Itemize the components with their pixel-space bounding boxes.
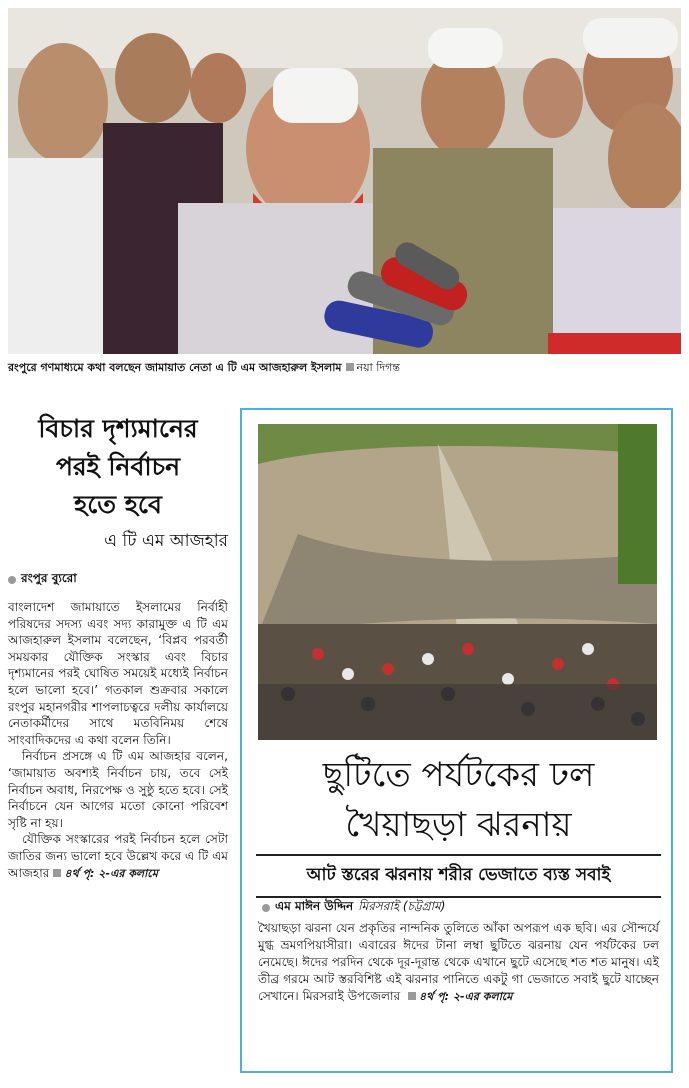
jump-text: ৪র্থ পৃ: ২-এর কলামে [64,866,158,880]
left-headline [8,410,228,524]
headline-line: বিচার দৃশ্যমানের [38,414,198,443]
press-conference-photo-icon [8,8,681,354]
square-bullet-icon [346,363,354,371]
photo-caption [8,361,681,375]
caption-text: রংপুরে গণমাধ্যমে কথা বলছেন জামায়াত নেতা এ টি এম আজহারুল ইসলাম [8,361,342,374]
jump-text: ৪র্থ পৃ: ২-এর কলামে [419,990,513,1003]
headline-line: হতে হবে [74,490,162,519]
bureau-line [8,570,228,590]
article-paragraph: নির্বাচন প্রসঙ্গে এ টি এম আজহার বলেন, ‘জামায়াত অবশ্যই নির্বাচন চায়, তবে সেই নির্বাচন অবাধ, নিরপেক্ষ ও সুষ্ঠু হতে হবে। সেই নির্বাচনে যেন আগের মতো কোনো পরিবেশ সৃষ্টি না হয়। [8,749,228,830]
top-news-photo [8,8,681,354]
right-subhead: আট স্তরের ঝরনায় শরীর ভেজাতে ব্যস্ত সবাই [256,854,661,898]
bureau-name: রংপুর ব্যুরো [21,571,77,585]
headline-line: ছুটিতে পর্যটকের ঢল [322,755,595,795]
waterfall-photo [258,424,657,740]
right-article-body [258,920,659,1005]
bullet-dot-icon [8,576,16,584]
headline-line: খৈয়াছড়া ঝরনায় [345,805,572,845]
reporter-name: এম মাঈন উদ্দিন [275,899,354,913]
left-article-body [8,599,228,882]
right-news-box [240,408,673,1073]
photo-credit: নয়া দিগন্ত [356,361,400,374]
article-paragraph-text: যৌক্তিক সংস্কারের পরই নির্বাচন হলে সেটা জাতির জন্য ভালো হবে উল্লেখ করে এ টি এম আজহার [8,832,228,880]
square-bullet-icon [408,992,416,1000]
headline-line: পরই নির্বাচন [55,452,181,481]
reporter-place: মিরসরাই (চট্টগ্রাম) [358,899,446,913]
article-paragraph [8,831,228,882]
bullet-dot-icon [262,904,270,912]
waterfall-crowd-photo-icon [258,424,657,740]
article-paragraph: বাংলাদেশ জামায়াতে ইসলামের নির্বাহী পরিষদের সদস্য এবং সদ্য কারামুক্ত এ টি এম আজহারুল ইসলাম বলেছেন, ‘বিপ্লব পরবর্তী সময়কার যৌক্তিক সংস্কার এবং বিচার দৃশ্যমানের পরই ঘোষিত সময়েই মধ্যেই নির্বাচন হলে ভালো হবে।’ গতকাল শুক্রবার সকালে রংপুর মহানগরীর শাপলাচত্বরে দলীয় কার্যালয়ে নেতাকর্মীদের সাথে মতবিনিময় শেষে সাংবাদিকদের এ কথা বলেন তিনি। [8,600,228,747]
right-headline [252,750,665,850]
article-text: খৈয়াছড়া ঝরনা যেন প্রকৃতির নান্দনিক তুলিতে আঁকা অপরূপ এক ছবি। এর সৌন্দর্যে মুগ্ধ ভ্রমণপিয়াসীরা। এবারের ঈদের টানা লম্বা ছুটিতে ঝরনায় যেন পর্যটকের ঢল নেমেছে। ঈদের পরদিন থেকে দূর-দূরান্ত থেকে এখানে ছুটে এসেছে শত শত মানুষ। এই তীব্র গরমে আট স্তরবিশিষ্ট এই ঝরনার পানিতে একটু গা ভেজাতে সবাই ছুটে যাচ্ছেন সেখানে। মিরসরাই উপজেলার [258,921,659,1003]
left-news-column [8,410,228,1082]
jump-reference [49,867,157,880]
jump-reference [404,990,512,1003]
square-bullet-icon [53,869,61,877]
reporter-byline [262,898,445,918]
headline-byline: এ টি এম আজহার [104,531,228,551]
